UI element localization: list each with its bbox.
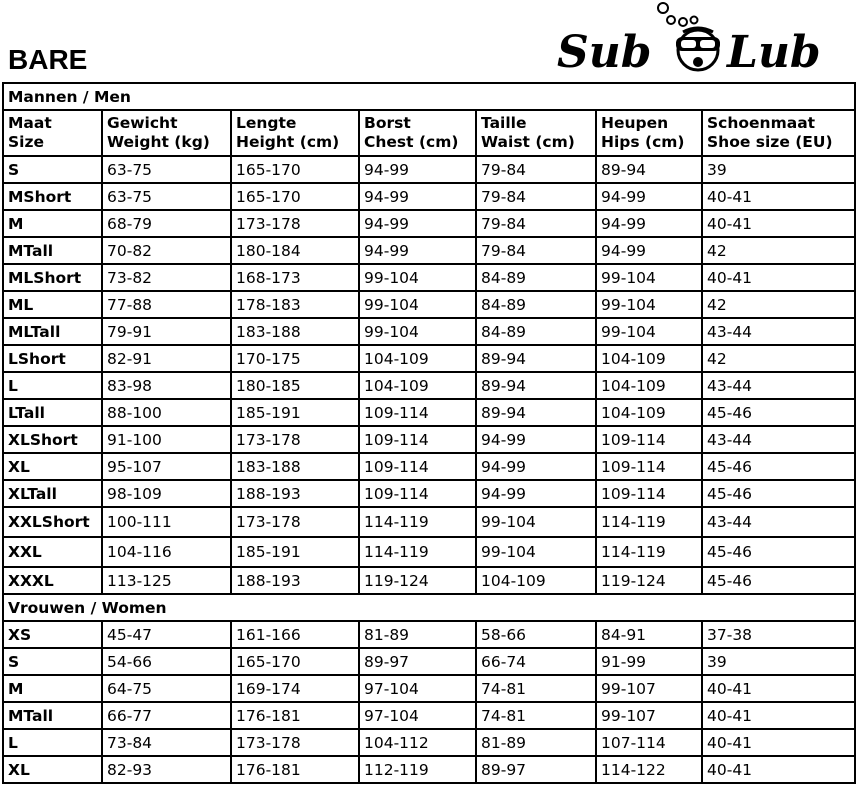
column-header-nl: Lengte [236, 114, 297, 132]
value-cell: 114-119 [596, 507, 702, 537]
column-header-nl: Taille [481, 114, 527, 132]
value-cell: 98-109 [102, 480, 231, 507]
value-cell: 180-185 [231, 372, 359, 399]
value-cell: 63-75 [102, 183, 231, 210]
bubble-icon [691, 17, 698, 24]
value-cell: 73-84 [102, 729, 231, 756]
value-cell: 94-99 [476, 453, 596, 480]
value-cell: 97-104 [359, 675, 476, 702]
diver-face-icon [676, 28, 720, 70]
value-cell: 161-166 [231, 621, 359, 648]
value-cell: 43-44 [702, 507, 855, 537]
value-cell: 39 [702, 156, 855, 183]
size-cell: XL [3, 453, 102, 480]
value-cell: 114-119 [596, 537, 702, 567]
value-cell: 104-109 [596, 399, 702, 426]
size-cell: M [3, 675, 102, 702]
value-cell: 176-181 [231, 702, 359, 729]
value-cell: 74-81 [476, 675, 596, 702]
section-title: Mannen / Men [3, 83, 855, 110]
logo-text-right: Lub [727, 27, 821, 78]
table-row [3, 702, 855, 729]
table-row [3, 756, 855, 783]
value-cell: 178-183 [231, 291, 359, 318]
size-cell: L [3, 729, 102, 756]
value-cell: 94-99 [596, 237, 702, 264]
value-cell: 77-88 [102, 291, 231, 318]
value-cell: 168-173 [231, 264, 359, 291]
column-header [596, 110, 702, 156]
value-cell: 183-188 [231, 453, 359, 480]
value-cell: 95-107 [102, 453, 231, 480]
value-cell: 183-188 [231, 318, 359, 345]
value-cell: 40-41 [702, 756, 855, 783]
value-cell: 84-89 [476, 264, 596, 291]
column-header-en: Size [8, 133, 45, 151]
table-row [3, 291, 855, 318]
column-header-en: Weight (kg) [107, 133, 210, 151]
column-header [102, 110, 231, 156]
value-cell: 99-104 [476, 537, 596, 567]
value-cell: 97-104 [359, 702, 476, 729]
size-cell: S [3, 648, 102, 675]
value-cell: 104-109 [359, 372, 476, 399]
value-cell: 45-47 [102, 621, 231, 648]
value-cell: 114-119 [359, 507, 476, 537]
value-cell: 79-84 [476, 156, 596, 183]
value-cell: 104-109 [596, 372, 702, 399]
column-header-row [3, 110, 855, 156]
value-cell: 104-116 [102, 537, 231, 567]
value-cell: 89-97 [476, 756, 596, 783]
value-cell: 114-122 [596, 756, 702, 783]
value-cell: 104-109 [476, 567, 596, 594]
value-cell: 43-44 [702, 318, 855, 345]
value-cell: 73-82 [102, 264, 231, 291]
column-header-en: Shoe size (EU) [707, 133, 833, 151]
value-cell: 109-114 [596, 426, 702, 453]
value-cell: 165-170 [231, 648, 359, 675]
size-cell: L [3, 372, 102, 399]
value-cell: 99-104 [359, 318, 476, 345]
table-row [3, 567, 855, 594]
column-header [359, 110, 476, 156]
table-row [3, 729, 855, 756]
table-row [3, 426, 855, 453]
value-cell: 173-178 [231, 507, 359, 537]
value-cell: 94-99 [359, 237, 476, 264]
value-cell: 81-89 [476, 729, 596, 756]
column-header [702, 110, 855, 156]
value-cell: 119-124 [359, 567, 476, 594]
value-cell: 40-41 [702, 675, 855, 702]
section-header-row [3, 594, 855, 621]
value-cell: 109-114 [359, 453, 476, 480]
column-header-en: Chest (cm) [364, 133, 459, 151]
value-cell: 89-94 [596, 156, 702, 183]
value-cell: 84-89 [476, 318, 596, 345]
size-cell: XXLShort [3, 507, 102, 537]
value-cell: 79-84 [476, 237, 596, 264]
table-row [3, 621, 855, 648]
value-cell: 91-99 [596, 648, 702, 675]
value-cell: 188-193 [231, 480, 359, 507]
table-row [3, 345, 855, 372]
section-title: Vrouwen / Women [3, 594, 855, 621]
value-cell: 94-99 [359, 183, 476, 210]
value-cell: 170-175 [231, 345, 359, 372]
value-cell: 109-114 [359, 399, 476, 426]
size-cell: XXXL [3, 567, 102, 594]
size-cell: MTall [3, 237, 102, 264]
value-cell: 113-125 [102, 567, 231, 594]
table-row [3, 264, 855, 291]
size-cell: MLShort [3, 264, 102, 291]
table-row [3, 156, 855, 183]
table-row [3, 648, 855, 675]
column-header [3, 110, 102, 156]
column-header-nl: Gewicht [107, 114, 178, 132]
value-cell: 84-89 [476, 291, 596, 318]
table-row [3, 318, 855, 345]
value-cell: 89-94 [476, 399, 596, 426]
value-cell: 176-181 [231, 756, 359, 783]
column-header-nl: Schoenmaat [707, 114, 816, 132]
value-cell: 104-109 [359, 345, 476, 372]
value-cell: 94-99 [476, 426, 596, 453]
value-cell: 94-99 [359, 156, 476, 183]
value-cell: 169-174 [231, 675, 359, 702]
value-cell: 114-119 [359, 537, 476, 567]
value-cell: 82-93 [102, 756, 231, 783]
value-cell: 185-191 [231, 537, 359, 567]
value-cell: 64-75 [102, 675, 231, 702]
value-cell: 173-178 [231, 729, 359, 756]
value-cell: 119-124 [596, 567, 702, 594]
value-cell: 165-170 [231, 156, 359, 183]
value-cell: 40-41 [702, 702, 855, 729]
value-cell: 68-79 [102, 210, 231, 237]
value-cell: 58-66 [476, 621, 596, 648]
column-header [476, 110, 596, 156]
sublub-logo [555, 0, 845, 78]
column-header [231, 110, 359, 156]
value-cell: 173-178 [231, 426, 359, 453]
bubble-icon [658, 3, 668, 13]
value-cell: 40-41 [702, 264, 855, 291]
size-cell: XLShort [3, 426, 102, 453]
value-cell: 40-41 [702, 729, 855, 756]
value-cell: 89-94 [476, 372, 596, 399]
value-cell: 63-75 [102, 156, 231, 183]
value-cell: 99-104 [476, 507, 596, 537]
size-cell: M [3, 210, 102, 237]
value-cell: 99-107 [596, 675, 702, 702]
bubble-icon [679, 18, 687, 26]
table-row [3, 183, 855, 210]
table-row [3, 480, 855, 507]
value-cell: 45-46 [702, 567, 855, 594]
value-cell: 37-38 [702, 621, 855, 648]
value-cell: 89-97 [359, 648, 476, 675]
size-cell: XL [3, 756, 102, 783]
value-cell: 79-84 [476, 183, 596, 210]
value-cell: 74-81 [476, 702, 596, 729]
value-cell: 79-91 [102, 318, 231, 345]
table-row [3, 372, 855, 399]
value-cell: 100-111 [102, 507, 231, 537]
size-cell: MLTall [3, 318, 102, 345]
size-cell: LShort [3, 345, 102, 372]
value-cell: 109-114 [359, 480, 476, 507]
size-cell: XS [3, 621, 102, 648]
size-cell: XXL [3, 537, 102, 567]
value-cell: 94-99 [476, 480, 596, 507]
value-cell: 82-91 [102, 345, 231, 372]
value-cell: 84-91 [596, 621, 702, 648]
value-cell: 42 [702, 345, 855, 372]
size-cell: MShort [3, 183, 102, 210]
value-cell: 99-104 [359, 264, 476, 291]
brand-title: BARE [8, 44, 88, 75]
value-cell: 94-99 [359, 210, 476, 237]
value-cell: 104-112 [359, 729, 476, 756]
size-cell: S [3, 156, 102, 183]
value-cell: 109-114 [596, 453, 702, 480]
value-cell: 40-41 [702, 210, 855, 237]
column-header-nl: Borst [364, 114, 411, 132]
value-cell: 188-193 [231, 567, 359, 594]
table-row [3, 453, 855, 480]
value-cell: 112-119 [359, 756, 476, 783]
value-cell: 45-46 [702, 399, 855, 426]
table-row [3, 237, 855, 264]
value-cell: 94-99 [596, 183, 702, 210]
size-cell: MTall [3, 702, 102, 729]
value-cell: 104-109 [596, 345, 702, 372]
value-cell: 165-170 [231, 183, 359, 210]
value-cell: 107-114 [596, 729, 702, 756]
section-header-row [3, 83, 855, 110]
column-header-nl: Maat [8, 114, 52, 132]
logo-text-left: Sub [557, 27, 652, 78]
table-row [3, 210, 855, 237]
value-cell: 42 [702, 237, 855, 264]
value-cell: 99-104 [596, 264, 702, 291]
value-cell: 43-44 [702, 426, 855, 453]
value-cell: 42 [702, 291, 855, 318]
column-header-en: Waist (cm) [481, 133, 575, 151]
value-cell: 99-104 [596, 318, 702, 345]
bubble-icon [667, 16, 675, 24]
value-cell: 79-84 [476, 210, 596, 237]
size-cell: XLTall [3, 480, 102, 507]
value-cell: 109-114 [596, 480, 702, 507]
value-cell: 45-46 [702, 537, 855, 567]
column-header-en: Height (cm) [236, 133, 340, 151]
value-cell: 45-46 [702, 480, 855, 507]
value-cell: 99-104 [359, 291, 476, 318]
table-row [3, 675, 855, 702]
value-cell: 70-82 [102, 237, 231, 264]
value-cell: 99-104 [596, 291, 702, 318]
value-cell: 83-98 [102, 372, 231, 399]
value-cell: 54-66 [102, 648, 231, 675]
value-cell: 99-107 [596, 702, 702, 729]
value-cell: 91-100 [102, 426, 231, 453]
size-cell: LTall [3, 399, 102, 426]
column-header-nl: Heupen [601, 114, 669, 132]
value-cell: 66-77 [102, 702, 231, 729]
value-cell: 43-44 [702, 372, 855, 399]
value-cell: 185-191 [231, 399, 359, 426]
table-row [3, 507, 855, 537]
table-row [3, 399, 855, 426]
size-chart-table [2, 82, 856, 784]
column-header-en: Hips (cm) [601, 133, 685, 151]
value-cell: 94-99 [596, 210, 702, 237]
size-cell: ML [3, 291, 102, 318]
table-row [3, 537, 855, 567]
value-cell: 88-100 [102, 399, 231, 426]
value-cell: 89-94 [476, 345, 596, 372]
value-cell: 39 [702, 648, 855, 675]
value-cell: 173-178 [231, 210, 359, 237]
value-cell: 66-74 [476, 648, 596, 675]
value-cell: 45-46 [702, 453, 855, 480]
value-cell: 109-114 [359, 426, 476, 453]
value-cell: 180-184 [231, 237, 359, 264]
value-cell: 81-89 [359, 621, 476, 648]
value-cell: 40-41 [702, 183, 855, 210]
